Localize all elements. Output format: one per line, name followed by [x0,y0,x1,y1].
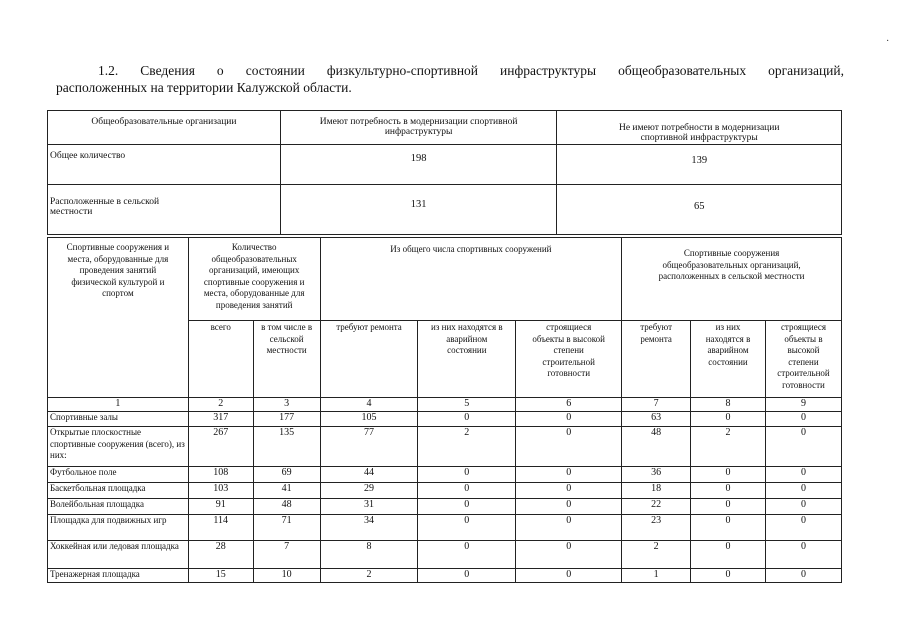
table-cell: 0 [418,467,516,483]
t1-header-orgs: Общеобразовательные организации [48,111,281,145]
table-cell: 0 [691,499,766,515]
table-cell: 177 [253,412,320,427]
table-cell: 15 [188,569,253,583]
t2-sub-header: требуют ремонта [320,321,418,398]
table-cell: 2 [320,569,418,583]
t2-header-facilities: Спортивные сооружения и места, оборудованные для проведения занятий физической культурой и спортом [48,238,189,398]
table-cell: 41 [253,483,320,499]
row-label: Волейбольная площадка [48,499,189,515]
t1-cell-need: 198 [280,145,557,185]
table-cell: 0 [516,483,622,499]
row-label: Футбольное поле [48,467,189,483]
table-cell: 48 [622,427,691,467]
table-cell: 48 [253,499,320,515]
t2-header-rural: Спортивные сооружения общеобразовательных организаций, расположенных в сельской местности [622,238,842,321]
sports-facilities-table [47,237,842,583]
table-cell: 2 [622,541,691,569]
table-row [48,569,842,583]
t1-header-need: Имеют потребность в модернизации спортивной инфраструктуры [280,111,557,145]
table-cell: 18 [622,483,691,499]
t1-cell-no-need: 65 [557,185,842,235]
table-cell: 63 [622,412,691,427]
table-row [48,515,842,541]
t2-col-number: 9 [765,398,841,412]
table-cell: 0 [516,499,622,515]
table-row [48,499,842,515]
table-cell: 0 [765,412,841,427]
table-cell: 0 [418,569,516,583]
table-cell: 0 [765,467,841,483]
table-cell: 0 [516,515,622,541]
table-row [48,541,842,569]
table-cell: 0 [516,541,622,569]
row-label: Спортивные залы [48,412,189,427]
table-cell: 8 [320,541,418,569]
table-cell: 317 [188,412,253,427]
heading-line-1: 1.2. Сведения о состоянии физкультурно-спортивной инфраструктуры общеобразовательных организаций, [98,63,844,78]
t1-header-no-need: Не имеют потребности в модернизации спортивной инфраструктуры [557,111,842,145]
t2-col-number: 7 [622,398,691,412]
t2-col-number: 8 [691,398,766,412]
table-cell: 103 [188,483,253,499]
table-cell: 0 [765,499,841,515]
table-cell: 2 [418,427,516,467]
t1-row-label: Расположенные в сельской местности [48,185,281,235]
t1-cell-no-need: 139 [557,145,842,185]
table-cell: 0 [691,541,766,569]
t2-col-number: 5 [418,398,516,412]
t2-sub-header: требуют ремонта [622,321,691,398]
table-cell: 0 [691,412,766,427]
t2-col-number: 4 [320,398,418,412]
t2-col-number: 2 [188,398,253,412]
row-label: Тренажерная площадка [48,569,189,583]
row-label: Открытые плоскостные спортивные сооружения (всего), из них: [48,427,189,467]
table-cell: 77 [320,427,418,467]
t2-header-org-count: Количество общеобразовательных организаций, имеющих спортивные сооружения и места, оборудованные для проведения занятий [188,238,320,321]
table-cell: 1 [622,569,691,583]
table-cell: 0 [516,412,622,427]
table-cell: 0 [418,515,516,541]
table-cell: 28 [188,541,253,569]
t2-header-total: Из общего числа спортивных сооружений [320,238,622,321]
section-heading [56,62,844,96]
table-cell: 0 [418,483,516,499]
table-cell: 71 [253,515,320,541]
t2-sub-header: из них находятся в аварийном состоянии [418,321,516,398]
table-cell: 44 [320,467,418,483]
table-cell: 2 [691,427,766,467]
table-cell: 0 [691,569,766,583]
table-row [48,412,842,427]
scan-mark: · [886,36,890,47]
table-cell: 7 [253,541,320,569]
table-cell: 0 [765,569,841,583]
table-cell: 114 [188,515,253,541]
table-cell: 0 [765,515,841,541]
table-cell: 91 [188,499,253,515]
t2-sub-header: из них находятся в аварийном состоянии [691,321,766,398]
row-label: Баскетбольная площадка [48,483,189,499]
table-cell: 0 [516,569,622,583]
table-cell: 0 [418,541,516,569]
table-cell: 0 [418,412,516,427]
modernization-table [47,110,842,235]
t2-col-number: 6 [516,398,622,412]
t2-col-number: 3 [253,398,320,412]
row-label: Хоккейная или ледовая площадка [48,541,189,569]
table-cell: 105 [320,412,418,427]
table-cell: 0 [516,427,622,467]
table-cell: 267 [188,427,253,467]
t2-col-number: 1 [48,398,189,412]
table-cell: 0 [516,467,622,483]
table-cell: 34 [320,515,418,541]
table-row [48,427,842,467]
table-cell: 69 [253,467,320,483]
table-row [48,467,842,483]
table-cell: 31 [320,499,418,515]
table-cell: 23 [622,515,691,541]
table-cell: 0 [418,499,516,515]
table-cell: 0 [765,541,841,569]
t1-row-label: Общее количество [48,145,281,185]
table-cell: 0 [691,515,766,541]
table-cell: 135 [253,427,320,467]
table-cell: 36 [622,467,691,483]
t2-sub-header: строящиеся объекты в высокой степени строительной готовности [765,321,841,398]
table-cell: 0 [765,483,841,499]
table-cell: 10 [253,569,320,583]
t1-cell-need: 131 [280,185,557,235]
table-cell: 0 [765,427,841,467]
table-cell: 108 [188,467,253,483]
table-row [48,483,842,499]
table-cell: 0 [691,483,766,499]
table-cell: 0 [691,467,766,483]
table-cell: 29 [320,483,418,499]
t2-sub-header: всего [188,321,253,398]
table-cell: 22 [622,499,691,515]
t2-sub-header: строящиеся объекты в высокой степени строительной готовности [516,321,622,398]
heading-line-2: расположенных на территории Калужской области. [56,80,352,95]
t2-sub-header: в том числе в сельской местности [253,321,320,398]
row-label: Площадка для подвижных игр [48,515,189,541]
